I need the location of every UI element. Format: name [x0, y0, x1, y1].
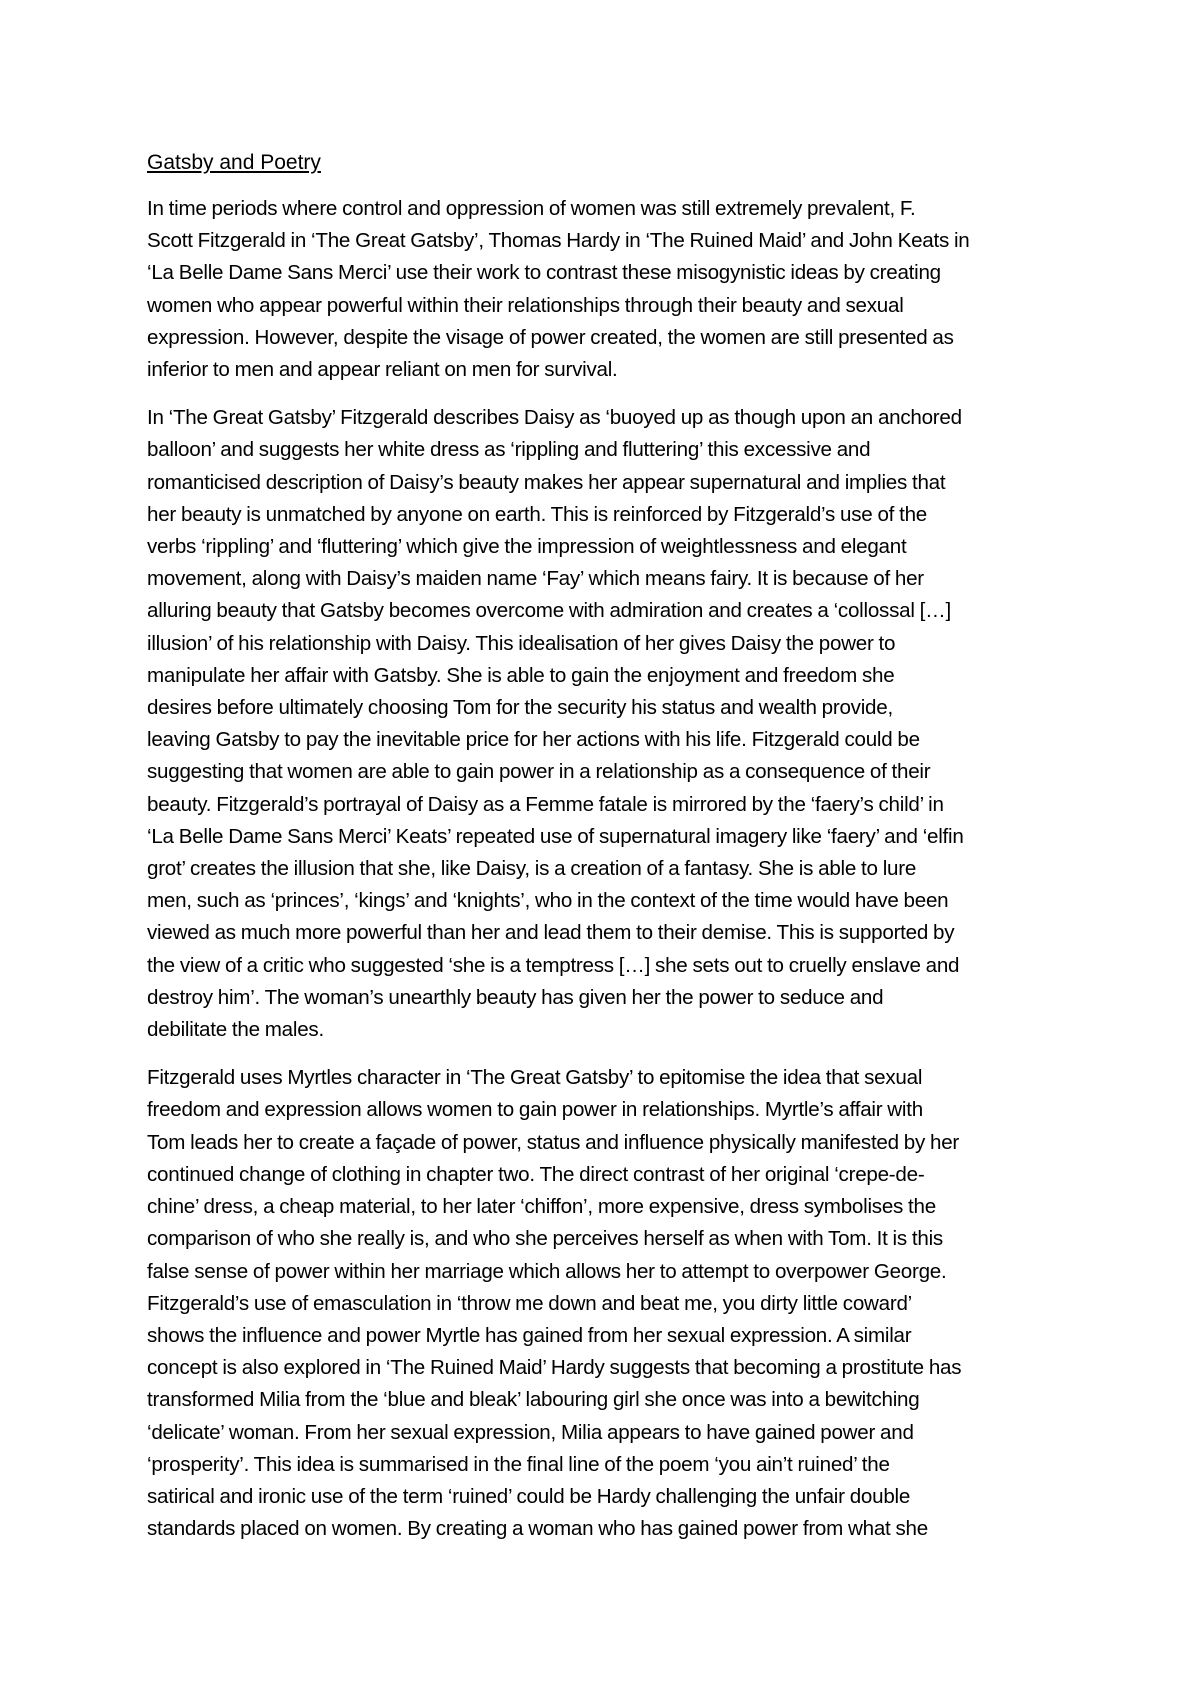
text-line: romanticised description of Daisy’s beauty makes her appear supernatural and implies that	[147, 470, 946, 494]
text-line: freedom and expression allows women to gain power in relationships. Myrtle’s affair with	[147, 1098, 923, 1122]
text-line: chine’ dress, a cheap material, to her later ‘chiffon’, more expensive, dress symbolises the	[147, 1195, 936, 1219]
text-line: inferior to men and appear reliant on men for survival.	[147, 358, 618, 382]
text-line: manipulate her affair with Gatsby. She is able to gain the enjoyment and freedom she	[147, 663, 895, 687]
paragraph-container	[147, 193, 1067, 1545]
text-line: debilitate the males.	[147, 1018, 324, 1042]
text-line: desires before ultimately choosing Tom for the security his status and wealth provide,	[147, 696, 893, 720]
document-body	[147, 147, 1067, 1561]
text-line: Fitzgerald uses Myrtles character in ‘The Great Gatsby’ to epitomise the idea that sexual	[147, 1066, 923, 1090]
text-line: leaving Gatsby to pay the inevitable price for her actions with his life. Fitzgerald could be	[147, 728, 920, 752]
text-line: satirical and ironic use of the term ‘ruined’ could be Hardy challenging the unfair double	[147, 1484, 911, 1508]
text-line: ‘La Belle Dame Sans Merci’ Keats’ repeated use of supernatural imagery like ‘faery’ and ‘elfin	[147, 824, 964, 848]
text-line: Scott Fitzgerald in ‘The Great Gatsby’, Thomas Hardy in ‘The Ruined Maid’ and John Keats in	[147, 229, 970, 253]
text-line: transformed Milia from the ‘blue and bleak’ labouring girl she once was into a bewitching	[147, 1388, 920, 1412]
text-line: her beauty is unmatched by anyone on earth. This is reinforced by Fitzgerald’s use of the	[147, 502, 927, 526]
text-line: false sense of power within her marriage which allows her to attempt to overpower George.	[147, 1259, 947, 1283]
text-line: women who appear powerful within their relationships through their beauty and sexual	[147, 293, 904, 317]
text-line: In time periods where control and oppression of women was still extremely prevalent, F.	[147, 197, 916, 220]
text-line: continued change of clothing in chapter two. The direct contrast of her original ‘crepe-de-	[147, 1162, 925, 1186]
text-line: the view of a critic who suggested ‘she is a temptress […] she sets out to cruelly enslave and	[147, 953, 960, 977]
text-line: standards placed on women. By creating a woman who has gained power from what she	[147, 1517, 928, 1541]
text-line: ‘delicate’ woman. From her sexual expression, Milia appears to have gained power and	[147, 1420, 914, 1444]
paragraph	[147, 193, 1067, 386]
text-line: balloon’ and suggests her white dress as ‘rippling and fluttering’ this excessive and	[147, 438, 871, 462]
text-line: verbs ‘rippling’ and ‘fluttering’ which give the impression of weightlessness and elegant	[147, 535, 907, 559]
text-line: suggesting that women are able to gain power in a relationship as a consequence of their	[147, 760, 931, 784]
text-line: viewed as much more powerful than her and lead them to their demise. This is supported by	[147, 921, 955, 945]
text-line: beauty. Fitzgerald’s portrayal of Daisy as a Femme fatale is mirrored by the ‘faery’s child’ in	[147, 792, 944, 816]
text-line: movement, along with Daisy’s maiden name ‘Fay’ which means fairy. It is because of her	[147, 567, 924, 591]
document-title: Gatsby and Poetry	[147, 151, 321, 174]
text-line: In ‘The Great Gatsby’ Fitzgerald describes Daisy as ‘buoyed up as though upon an anchored	[147, 406, 962, 430]
text-line: Tom leads her to create a façade of power, status and influence physically manifested by her	[147, 1130, 960, 1154]
paragraph	[147, 402, 1067, 1046]
text-line: grot’ creates the illusion that she, like Daisy, is a creation of a fantasy. She is able to lure	[147, 857, 917, 881]
text-line: Fitzgerald’s use of emasculation in ‘throw me down and beat me, you dirty little coward’	[147, 1291, 913, 1315]
text-line: ‘La Belle Dame Sans Merci’ use their work to contrast these misogynistic ideas by creating	[147, 261, 941, 285]
text-line: men, such as ‘princes’, ‘kings’ and ‘knights’, who in the context of the time would have been	[147, 889, 949, 913]
text-line: destroy him’. The woman’s unearthly beauty has given her the power to seduce and	[147, 985, 884, 1009]
text-line: ‘prosperity’. This idea is summarised in the final line of the poem ‘you ain’t ruined’ the	[147, 1452, 890, 1476]
text-line: shows the influence and power Myrtle has gained from her sexual expression. A similar	[147, 1323, 912, 1347]
paragraph	[147, 1062, 1067, 1545]
text-line: comparison of who she really is, and who she perceives herself as when with Tom. It is this	[147, 1227, 943, 1251]
text-line: alluring beauty that Gatsby becomes overcome with admiration and creates a ‘collossal […]	[147, 599, 951, 623]
text-line: concept is also explored in ‘The Ruined Maid’ Hardy suggests that becoming a prostitute has	[147, 1356, 962, 1380]
text-line: expression. However, despite the visage of power created, the women are still presented as	[147, 325, 954, 349]
text-line: illusion’ of his relationship with Daisy. This idealisation of her gives Daisy the power to	[147, 631, 896, 655]
